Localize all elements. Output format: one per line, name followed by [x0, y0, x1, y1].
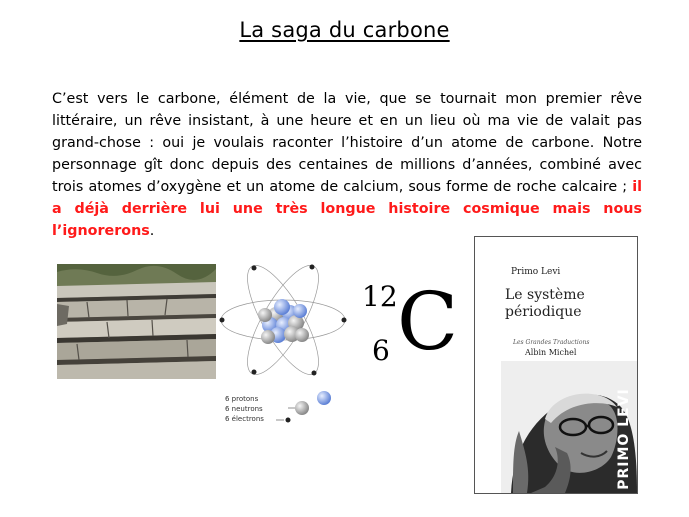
legend-neutrons: 6 neutrons	[225, 405, 263, 413]
limestone-rock-photo	[57, 264, 216, 379]
book-cover	[474, 236, 638, 494]
page-title: La saga du carbone	[239, 18, 450, 42]
mass-number: 12	[362, 280, 398, 313]
book-title-line1: Le système	[505, 287, 585, 303]
legend-electrons: 6 électrons	[225, 415, 264, 423]
book-collection: Les Grandes Traductions	[513, 339, 590, 346]
element-symbol: C	[397, 275, 459, 368]
book-title	[505, 287, 585, 321]
legend-protons: 6 protons	[225, 395, 259, 403]
book-author: Primo Levi	[511, 267, 561, 277]
legend-markers	[276, 391, 331, 423]
book-title-line2: périodique	[505, 304, 582, 320]
paragraph-text: C’est vers le carbone, élément de la vie, que se tournait mon premier rêve littéraire, un rêve insistant, à une heure et en un lieu où ma vie de valait pas grand-chose : oui je voulais raconter l’histoire d’un atome de carbone. Notre personnage gît donc depuis des centaines de millions d’années, combiné avec trois atomes d’oxygène et un atome de calcium, sous forme de roche calcaire ;	[52, 91, 642, 195]
spine-text: PRIMO LEVI	[616, 388, 632, 490]
paragraph-end: .	[149, 223, 155, 239]
nucleus	[258, 299, 309, 344]
atomic-number: 6	[372, 334, 390, 367]
book-spine-label	[611, 385, 637, 493]
intro-paragraph	[52, 88, 642, 242]
highlight-text: il a déjà derrière lui une très longue histoire cosmique mais nous l’ignorerons	[52, 179, 642, 239]
atom-legend	[225, 394, 264, 424]
book-publisher: Albin Michel	[525, 348, 577, 357]
